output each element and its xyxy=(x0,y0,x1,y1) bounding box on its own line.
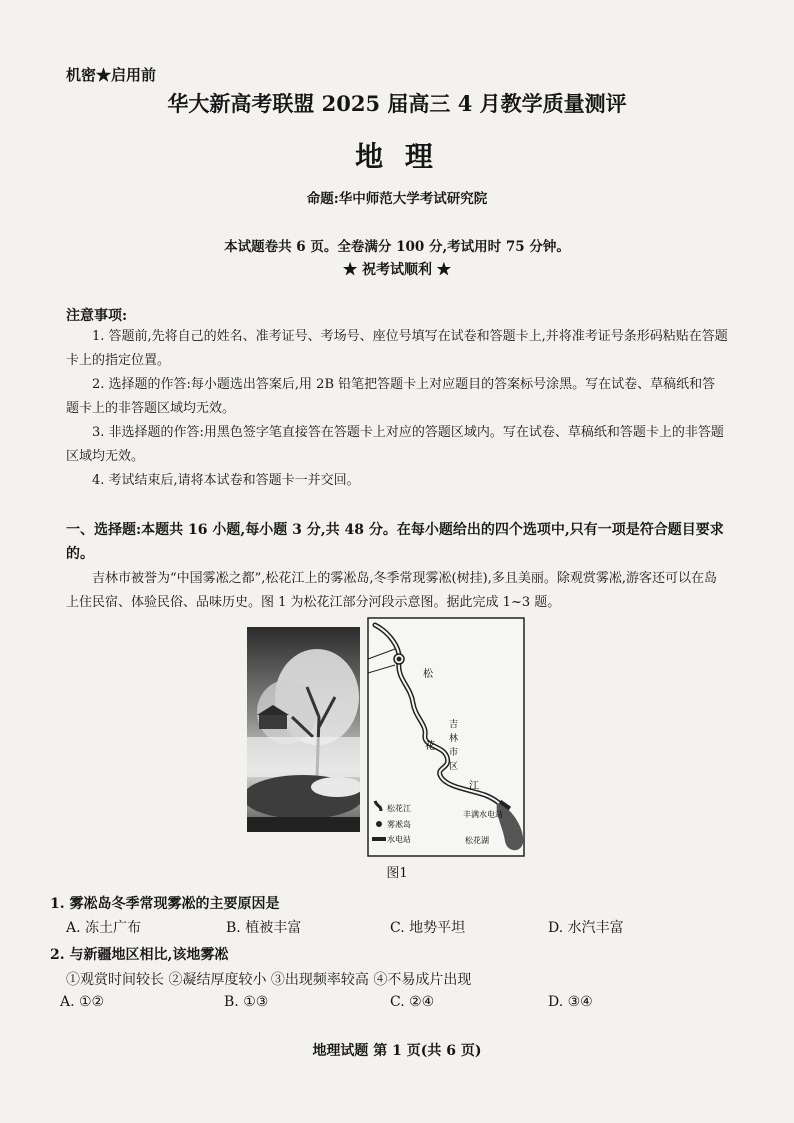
figure-caption: 图1 xyxy=(386,866,408,881)
q2-option-a: A. ①② xyxy=(60,994,105,1010)
legend-island-icon xyxy=(376,821,382,827)
page-footer: 地理试题 第 1 页(共 6 页) xyxy=(312,1043,482,1059)
q2-option-d: D. ③④ xyxy=(548,994,593,1010)
q2-option-b: B. ①③ xyxy=(224,994,269,1010)
river-map xyxy=(367,617,525,857)
river-label-2: 花 xyxy=(425,741,435,752)
question-2-stem: 2. 与新疆地区相比,该地雾凇 xyxy=(50,947,229,963)
section-heading: 一、选择题:本题共 16 小题,每小题 3 分,共 48 分。在每小题给出的四个选项中,只有一项是符合题目要求的。 xyxy=(66,522,724,562)
river-label-1: 松 xyxy=(423,669,433,680)
river-label-3: 江 xyxy=(469,781,479,792)
exam-title: 华大新高考联盟 2025 届高三 4 月教学质量测评 xyxy=(167,91,627,116)
page-info: 本试题卷共 6 页。全卷满分 100 分,考试用时 75 分钟。 xyxy=(224,239,570,255)
legend-island: 雾凇岛 xyxy=(387,820,411,829)
notice-item: 3. 非选择题的作答:用黑色签字笔直接答在答题卡上对应的答题区域内。写在试卷、草稿纸和答题卡上的非答题区域均无效。 xyxy=(66,425,724,464)
q1-option-d: D. 水汽丰富 xyxy=(548,920,624,936)
secret-mark: 机密★启用前 xyxy=(66,66,157,84)
station-label: 丰满水电站 xyxy=(463,810,503,819)
legend-river: 松花江 xyxy=(387,804,411,813)
author-line: 命题:华中师范大学考试研究院 xyxy=(306,191,488,207)
city-label-4: 区 xyxy=(449,762,459,772)
rime-photo xyxy=(247,627,360,832)
notice-item: 4. 考试结束后,请将本试卷和答题卡一并交回。 xyxy=(92,473,360,488)
city-label-2: 林 xyxy=(449,734,459,744)
notice-item: 1. 答题前,先将自己的姓名、准考证号、考场号、座位号填写在试卷和答题卡上,并将准考证号条形码粘贴在答题卡上的指定位置。 xyxy=(66,329,728,368)
section-intro: 吉林市被誉为“中国雾凇之都”,松花江上的雾凇岛,冬季常现雾凇(树挂),多且美丽。除观赏雾凇,游客还可以在岛上住民宿、体验民俗、品味历史。图 1 为松花江部分河段示意图。据此完成 1~3 题。 xyxy=(66,571,717,610)
legend-station: 水电站 xyxy=(387,835,411,844)
q2-option-c: C. ②④ xyxy=(390,994,435,1010)
q2-statements: ①观赏时间较长 ②凝结厚度较小 ③出现频率较高 ④不易成片出现 xyxy=(66,972,472,988)
subject-title: 地 理 xyxy=(355,140,439,173)
notice-heading: 注意事项: xyxy=(66,308,128,324)
good-luck-line: ★ 祝考试顺利 ★ xyxy=(343,262,451,278)
city-label-3: 市 xyxy=(449,748,459,758)
legend-station-icon xyxy=(372,837,386,841)
city-label-1: 吉 xyxy=(449,720,459,730)
question-1-stem: 1. 雾凇岛冬季常现雾凇的主要原因是 xyxy=(50,896,280,912)
q1-option-b: B. 植被丰富 xyxy=(226,920,302,936)
q1-option-c: C. 地势平坦 xyxy=(390,920,466,936)
notice-item: 2. 选择题的作答:每小题选出答案后,用 2B 铅笔把答题卡上对应题目的答案标号涂黑。写在试卷、草稿纸和答题卡上的非答题区域均无效。 xyxy=(66,377,716,416)
lake-label: 松花湖 xyxy=(465,836,489,845)
q1-option-a: A. 冻土广布 xyxy=(66,920,142,936)
